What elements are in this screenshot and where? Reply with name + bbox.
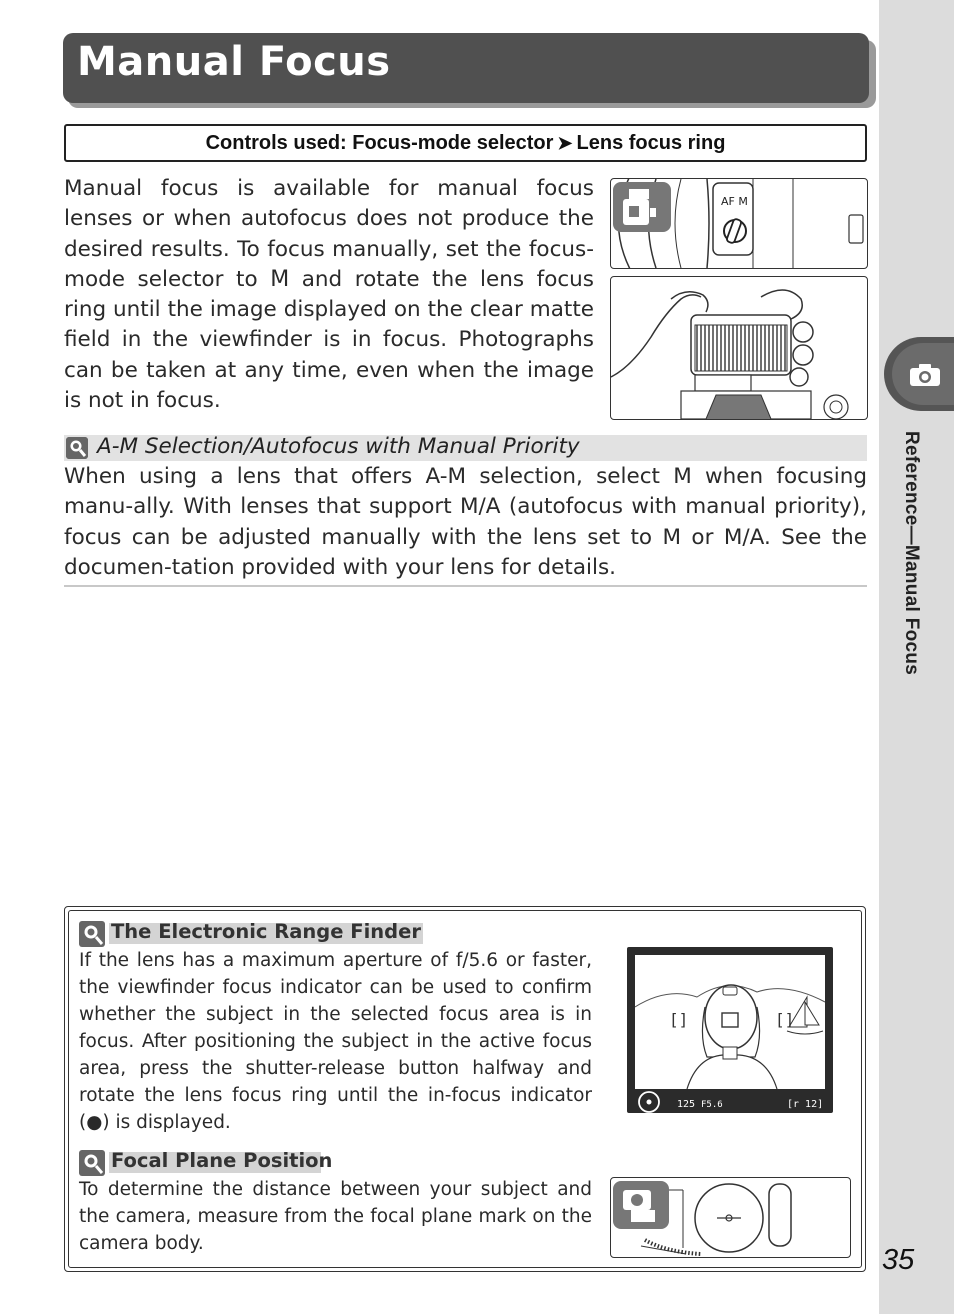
svg-text:[]: [] xyxy=(775,1010,795,1029)
controls-suffix: Lens focus ring xyxy=(576,131,726,154)
section-tab[interactable] xyxy=(884,337,954,411)
page-number: 35 xyxy=(882,1244,915,1276)
viewfinder-frames: [r 12] xyxy=(787,1099,824,1110)
focal-plane-heading: Focal Plane Position xyxy=(111,1149,333,1172)
viewfinder-illustration xyxy=(627,947,833,1113)
lens-focus-ring-illustration xyxy=(610,276,868,420)
focal-plane-body: To determine the distance between your subject and the camera, measure from the focal plane mark on the camera body. xyxy=(79,1179,592,1254)
notes-box xyxy=(64,906,866,1272)
tip-magnifier-icon xyxy=(79,1150,105,1176)
controls-prefix: Controls used: Focus-mode selector xyxy=(205,131,554,154)
svg-text:[]: [] xyxy=(669,1010,689,1029)
tip-magnifier-icon xyxy=(66,437,88,459)
focal-plane-illustration xyxy=(610,1177,851,1258)
divider xyxy=(64,585,867,587)
camera-icon xyxy=(909,363,941,387)
focus-mode-m: M xyxy=(270,266,290,292)
focus-mode-selector-illustration xyxy=(610,178,868,269)
rangefinder-heading: The Electronic Range Finder xyxy=(111,920,421,943)
tip-magnifier-icon xyxy=(79,921,105,947)
rangefinder-body: If the lens has a maximum aperture of f/5.6 or faster, the viewfinder focus indicator can be used to confirm whether the subject in the selected focus area is in focus. After positioning the subject in the active focus area, press the shutter-release button halfway and rotate the lens focus ring until the in-focus indicator (●) is displayed. xyxy=(79,950,592,1133)
switch-label: AF M xyxy=(721,195,748,208)
intro-paragraph xyxy=(64,174,594,416)
intro-text-1: Manual focus is available for manual focus lenses or when autofocus does not produce the desired results. To focus manually, set the focus-mode selector to xyxy=(64,176,594,292)
viewfinder-shutter: 125 xyxy=(677,1099,696,1110)
title-banner xyxy=(63,33,869,103)
arrow-right-icon: ➤ xyxy=(557,132,573,153)
tip-heading: A-M Selection/Autofocus with Manual Priority xyxy=(97,434,580,459)
page-title: Manual Focus xyxy=(77,39,391,85)
tip-body: When using a lens that offers A-M selection, select M when focusing manu-ally. With lenses that support M/A (autofocus with manual priority), focus can be adjusted manually with the lens set to M or M/A. See the documen-tation provided with your lens for details. xyxy=(64,464,867,580)
intro-text-2: and rotate the lens focus ring until the image displayed on the clear matte field in the viewfinder is in focus. Photographs can be taken at any time, even when the image is not in focus. xyxy=(64,266,595,414)
tip-heading-bar xyxy=(64,435,867,461)
controls-used-box xyxy=(64,124,867,162)
sidebar-section-label: Reference—Manual Focus xyxy=(901,431,922,676)
viewfinder-aperture: F5.6 xyxy=(701,1100,723,1110)
